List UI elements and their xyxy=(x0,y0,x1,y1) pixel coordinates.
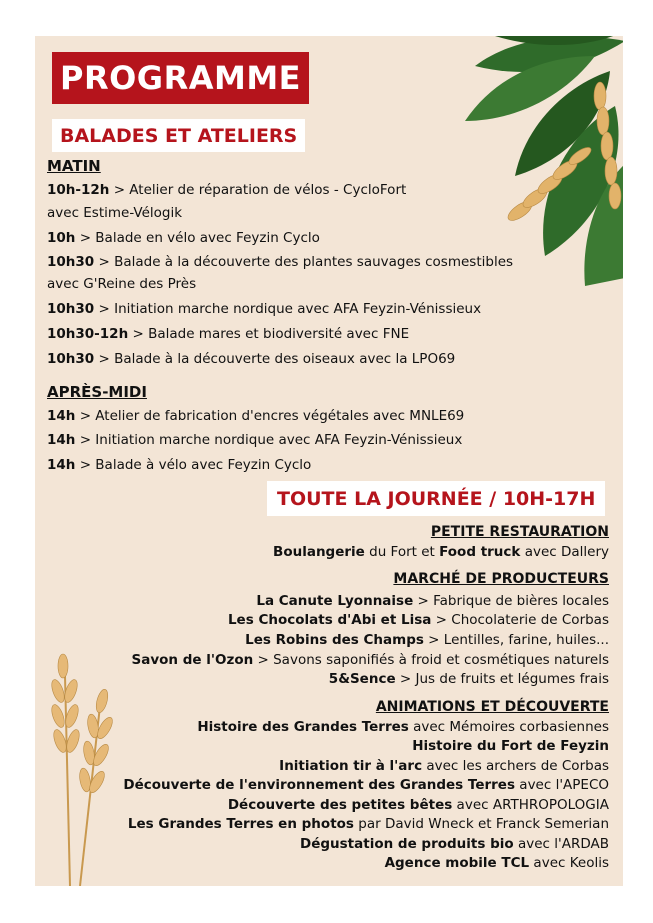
flyer-sheet xyxy=(35,36,623,886)
animations-heading: ANIMATIONS ET DÉCOUVERTE xyxy=(375,699,609,715)
list-item-continuation: avec Estime-Vélogik xyxy=(47,205,183,221)
list-item: Les Grandes Terres en photos par David Wneck et Franck Semerian xyxy=(127,816,609,832)
list-item: Histoire des Grandes Terres avec Mémoires corbasiennes xyxy=(197,719,609,735)
list-item: 14h > Initiation marche nordique avec AFA Feyzin-Vénissieux xyxy=(47,432,463,448)
list-item: 10h30 > Balade à la découverte des oiseaux avec la LPO69 xyxy=(47,351,456,367)
list-item: 14h > Atelier de fabrication d'encres végétales avec MNLE69 xyxy=(47,408,465,424)
list-item: Agence mobile TCL avec Keolis xyxy=(384,855,609,871)
wheat-illustration xyxy=(35,636,115,886)
section-journee-title: TOUTE LA JOURNÉE / 10H-17H xyxy=(277,487,596,510)
list-item: 10h30 > Initiation marche nordique avec AFA Feyzin-Vénissieux xyxy=(47,301,482,317)
apresmidi-heading: APRÈS-MIDI xyxy=(47,383,147,401)
list-item: 10h30-12h > Balade mares et biodiversité avec FNE xyxy=(47,326,410,342)
restauration-heading: PETITE RESTAURATION xyxy=(430,524,609,540)
list-item: 10h30 > Balade à la découverte des plantes sauvages cosmestibles xyxy=(47,254,514,270)
restauration-line: Boulangerie du Fort et Food truck avec Dallery xyxy=(273,544,609,560)
marche-heading: MARCHÉ DE PRODUCTEURS xyxy=(393,571,609,587)
list-item: 10h > Balade en vélo avec Feyzin Cyclo xyxy=(47,230,320,246)
list-item: Découverte de l'environnement des Grandes Terres avec l'APECO xyxy=(123,777,609,793)
list-item: Découverte des petites bêtes avec ARTHROPOLOGIA xyxy=(227,797,609,813)
matin-heading: MATIN xyxy=(47,157,101,175)
list-item: Histoire du Fort de Feyzin xyxy=(412,738,609,754)
list-item: Dégustation de produits bio avec l'ARDAB xyxy=(300,836,609,852)
section-balades-title: BALADES ET ATELIERS xyxy=(60,124,298,147)
list-item: 5&Sence > Jus de fruits et légumes frais xyxy=(328,671,609,687)
list-item: Les Robins des Champs > Lentilles, farine, huiles... xyxy=(245,632,609,648)
section-journee-box xyxy=(267,481,605,516)
list-item: 10h-12h > Atelier de réparation de vélos - CycloFort xyxy=(47,182,407,198)
list-item: La Canute Lyonnaise > Fabrique de bières locales xyxy=(256,593,609,609)
section-balades-box xyxy=(52,119,305,152)
page-title: PROGRAMME xyxy=(60,59,302,97)
list-item: 14h > Balade à vélo avec Feyzin Cyclo xyxy=(47,457,312,473)
list-item: Initiation tir à l'arc avec les archers de Corbas xyxy=(279,758,609,774)
programme-title-box xyxy=(52,52,309,104)
list-item: Savon de l'Ozon > Savons saponifiés à froid et cosmétiques naturels xyxy=(131,652,609,668)
list-item: Les Chocolats d'Abi et Lisa > Chocolaterie de Corbas xyxy=(227,612,609,628)
list-item-continuation: avec G'Reine des Près xyxy=(47,276,197,292)
